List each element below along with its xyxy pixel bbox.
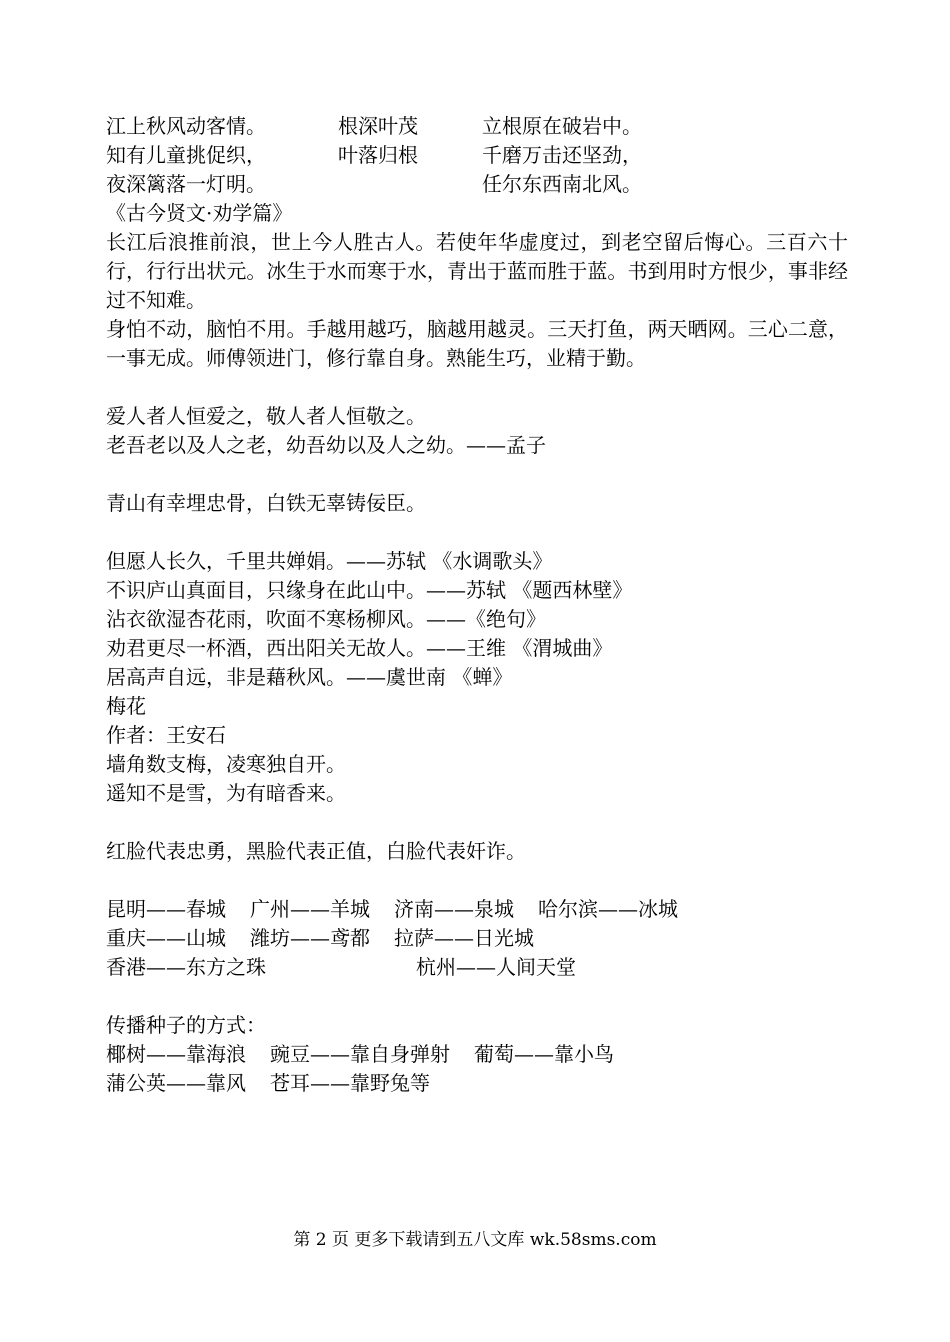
city-item: 昆明——春城 (106, 897, 226, 921)
city-row (106, 895, 848, 924)
seeds-row (106, 1069, 848, 1098)
city-row (106, 953, 848, 982)
spacer (106, 982, 848, 1011)
verse-line: 不识庐山真面目，只缘身在此山中。——苏轼 《题西林壁》 (106, 578, 633, 602)
spacer (106, 460, 848, 489)
spacer (106, 373, 848, 402)
meihua-author: 作者：王安石 (106, 723, 226, 747)
idiom (338, 170, 482, 199)
quanxue-title: 《古今贤文·劝学篇》 (106, 201, 293, 225)
idiom: 根深叶茂 (338, 114, 418, 138)
city-item: 济南——泉城 (394, 897, 514, 921)
spacer (106, 808, 848, 837)
quanxue-paragraph-2: 身怕不动，脑怕不用。手越用越巧，脑越用越灵。三天打鱼，两天晒网。三心二意，一事无成。师傅领进门，修行靠自身。熟能生巧，业精于勤。 (106, 317, 848, 370)
poem-line: 立根原在破岩中。 (482, 114, 642, 138)
quanxue-paragraph-1: 长江后浪推前浪，世上今人胜古人。若使年华虚度过，到老空留后悔心。三百六十行，行行出状元。冰生于水而寒于水，青出于蓝而胜于蓝。书到用时方恨少，事非经过不知难。 (106, 230, 848, 312)
idiom: 叶落归根 (338, 143, 418, 167)
poem-line: 知有儿童挑促织， (106, 143, 266, 167)
seed-item: 苍耳——靠野兔等 (270, 1071, 430, 1095)
spacer (106, 518, 848, 547)
page-footer: 第 2 页 更多下载请到五八文库 wk.58sms.com (293, 1230, 657, 1250)
seed-item: 椰树——靠海浪 (106, 1042, 246, 1066)
mengzi-line-2: 老吾老以及人之老，幼吾幼以及人之幼。——孟子 (106, 433, 546, 457)
document-body (106, 112, 848, 1098)
qingshan-line: 青山有幸埋忠骨，白铁无辜铸佞臣。 (106, 491, 426, 515)
spacer (106, 866, 848, 895)
poem-line: 千磨万击还坚劲， (482, 143, 642, 167)
seed-item: 豌豆——靠自身弹射 (270, 1042, 450, 1066)
meihua-line-1: 墙角数支梅，凌寒独自开。 (106, 752, 346, 776)
poem-line: 江上秋风动客情。 (106, 114, 266, 138)
poem-line: 任尔东西南北风。 (482, 172, 642, 196)
city-item: 拉萨——日光城 (394, 926, 534, 950)
poem-row (106, 141, 848, 170)
seed-item: 葡萄——靠小鸟 (474, 1042, 614, 1066)
city-row (106, 924, 848, 953)
poem-line: 夜深篱落一灯明。 (106, 172, 266, 196)
city-item: 广州——羊城 (250, 897, 370, 921)
city-item: 香港——东方之珠 (106, 955, 266, 979)
lianpu-line: 红脸代表忠勇，黑脸代表正值，白脸代表奸诈。 (106, 839, 526, 863)
poem-row (106, 170, 848, 199)
seed-item: 蒲公英——靠风 (106, 1071, 246, 1095)
seeds-title: 传播种子的方式： (106, 1013, 266, 1037)
meihua-title: 梅花 (106, 694, 146, 718)
city-item: 潍坊——鸢都 (250, 926, 370, 950)
verse-line: 沾衣欲湿杏花雨，吹面不寒杨柳风。——《绝句》 (106, 607, 546, 631)
city-item: 重庆——山城 (106, 926, 226, 950)
verse-line: 居高声自远，非是藉秋风。——虞世南 《蝉》 (106, 665, 513, 689)
poem-row (106, 112, 848, 141)
verse-line: 劝君更尽一杯酒，西出阳关无故人。——王维 《渭城曲》 (106, 636, 613, 660)
seeds-row (106, 1040, 848, 1069)
mengzi-line-1: 爱人者人恒爱之，敬人者人恒敬之。 (106, 404, 426, 428)
verse-line: 但愿人长久，千里共婵娟。——苏轼 《水调歌头》 (106, 549, 553, 573)
city-item: 杭州——人间天堂 (416, 955, 576, 979)
city-item: 哈尔滨——冰城 (538, 897, 678, 921)
meihua-line-2: 遥知不是雪，为有暗香来。 (106, 781, 346, 805)
